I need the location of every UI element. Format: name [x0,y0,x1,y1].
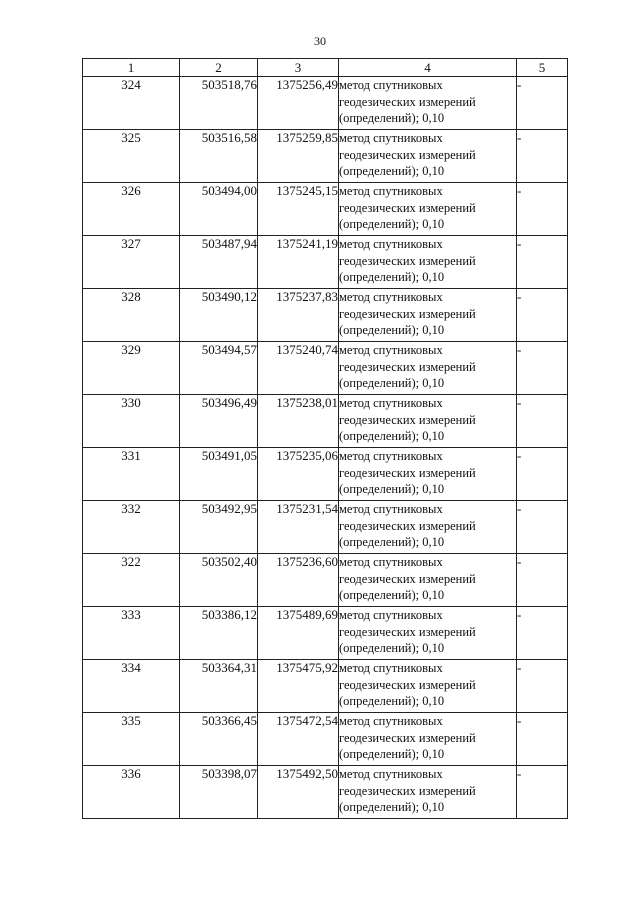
y-coordinate-cell: 1375475,92 [258,660,339,713]
note-cell: - [517,660,568,713]
x-coordinate-cell: 503518,76 [180,77,258,130]
method-cell [339,130,517,183]
method-line: геодезических измерений [339,624,476,639]
y-coordinate-cell: 1375237,83 [258,289,339,342]
page-number: 30 [314,34,326,48]
x-coordinate-cell: 503491,05 [180,448,258,501]
note-cell: - [517,77,568,130]
point-number-cell: 330 [83,395,180,448]
table-row [83,501,568,554]
y-coordinate-cell: 1375245,15 [258,183,339,236]
point-number-cell: 335 [83,713,180,766]
method-line: метод спутниковых [339,767,443,781]
table-row [83,448,568,501]
x-coordinate-cell: 503496,49 [180,395,258,448]
header-col-1: 1 [83,59,180,77]
note-cell: - [517,766,568,819]
table-row [83,183,568,236]
method-line: метод спутниковых [339,237,443,251]
point-number-cell: 327 [83,236,180,289]
method-cell [339,713,517,766]
note-cell: - [517,554,568,607]
y-coordinate-cell: 1375256,49 [258,77,339,130]
method-line: (определений); 0,10 [339,694,445,708]
x-coordinate-cell: 503386,12 [180,607,258,660]
method-line: геодезических измерений [339,147,476,162]
x-coordinate-cell: 503364,31 [180,660,258,713]
point-number-cell: 325 [83,130,180,183]
method-line: (определений); 0,10 [339,535,445,549]
point-number-cell: 333 [83,607,180,660]
note-cell: - [517,713,568,766]
method-cell [339,183,517,236]
point-number-cell: 324 [83,77,180,130]
x-coordinate-cell: 503366,45 [180,713,258,766]
table-row [83,236,568,289]
y-coordinate-cell: 1375259,85 [258,130,339,183]
method-line: геодезических измерений [339,465,476,480]
method-line: геодезических измерений [339,306,476,321]
method-cell [339,77,517,130]
point-number-cell: 331 [83,448,180,501]
table-header-row [83,59,568,77]
method-line: метод спутниковых [339,343,443,357]
table-row [83,554,568,607]
point-number-cell: 332 [83,501,180,554]
y-coordinate-cell: 1375231,54 [258,501,339,554]
note-cell: - [517,607,568,660]
method-line: геодезических измерений [339,200,476,215]
method-line: геодезических измерений [339,783,476,798]
point-number-cell: 329 [83,342,180,395]
table-row [83,395,568,448]
table-body [83,77,568,819]
method-line: геодезических измерений [339,359,476,374]
x-coordinate-cell: 503492,95 [180,501,258,554]
method-line: метод спутниковых [339,661,443,675]
method-cell [339,342,517,395]
method-line: (определений); 0,10 [339,747,445,761]
note-cell: - [517,448,568,501]
note-cell: - [517,183,568,236]
y-coordinate-cell: 1375238,01 [258,395,339,448]
x-coordinate-cell: 503516,58 [180,130,258,183]
method-cell [339,289,517,342]
method-line: геодезических измерений [339,677,476,692]
x-coordinate-cell: 503398,07 [180,766,258,819]
note-cell: - [517,289,568,342]
table-row [83,130,568,183]
y-coordinate-cell: 1375240,74 [258,342,339,395]
method-line: (определений); 0,10 [339,164,445,178]
table-row [83,77,568,130]
method-line: метод спутниковых [339,449,443,463]
y-coordinate-cell: 1375489,69 [258,607,339,660]
method-line: метод спутниковых [339,290,443,304]
method-line: метод спутниковых [339,396,443,410]
header-col-5: 5 [517,59,568,77]
x-coordinate-cell: 503502,40 [180,554,258,607]
method-line: (определений); 0,10 [339,482,445,496]
method-line: метод спутниковых [339,131,443,145]
method-cell [339,236,517,289]
header-col-4: 4 [339,59,517,77]
point-number-cell: 326 [83,183,180,236]
method-line: (определений); 0,10 [339,588,445,602]
method-line: метод спутниковых [339,502,443,516]
point-number-cell: 334 [83,660,180,713]
method-line: (определений); 0,10 [339,800,445,814]
method-line: геодезических измерений [339,253,476,268]
method-line: метод спутниковых [339,184,443,198]
x-coordinate-cell: 503487,94 [180,236,258,289]
method-cell [339,501,517,554]
x-coordinate-cell: 503494,00 [180,183,258,236]
point-number-cell: 322 [83,554,180,607]
note-cell: - [517,395,568,448]
table-row [83,766,568,819]
note-cell: - [517,501,568,554]
point-number-cell: 328 [83,289,180,342]
method-line: геодезических измерений [339,518,476,533]
method-line: геодезических измерений [339,94,476,109]
method-line: метод спутниковых [339,714,443,728]
method-line: метод спутниковых [339,555,443,569]
method-line: (определений); 0,10 [339,429,445,443]
method-cell [339,660,517,713]
table-row [83,713,568,766]
table-row [83,342,568,395]
note-cell: - [517,130,568,183]
method-line: (определений); 0,10 [339,270,445,284]
x-coordinate-cell: 503494,57 [180,342,258,395]
y-coordinate-cell: 1375241,19 [258,236,339,289]
y-coordinate-cell: 1375235,06 [258,448,339,501]
note-cell: - [517,236,568,289]
method-cell [339,766,517,819]
y-coordinate-cell: 1375492,50 [258,766,339,819]
header-col-3: 3 [258,59,339,77]
note-cell: - [517,342,568,395]
method-cell [339,554,517,607]
method-line: метод спутниковых [339,78,443,92]
method-cell [339,448,517,501]
method-line: (определений); 0,10 [339,217,445,231]
method-cell [339,607,517,660]
method-line: метод спутниковых [339,608,443,622]
coordinates-table [82,58,568,819]
method-line: (определений); 0,10 [339,641,445,655]
method-line: (определений); 0,10 [339,376,445,390]
method-line: (определений); 0,10 [339,111,445,125]
method-line: геодезических измерений [339,730,476,745]
header-col-2: 2 [180,59,258,77]
x-coordinate-cell: 503490,12 [180,289,258,342]
table-row [83,660,568,713]
method-cell [339,395,517,448]
method-line: (определений); 0,10 [339,323,445,337]
point-number-cell: 336 [83,766,180,819]
table-row [83,289,568,342]
y-coordinate-cell: 1375472,54 [258,713,339,766]
method-line: геодезических измерений [339,412,476,427]
y-coordinate-cell: 1375236,60 [258,554,339,607]
table-row [83,607,568,660]
method-line: геодезических измерений [339,571,476,586]
